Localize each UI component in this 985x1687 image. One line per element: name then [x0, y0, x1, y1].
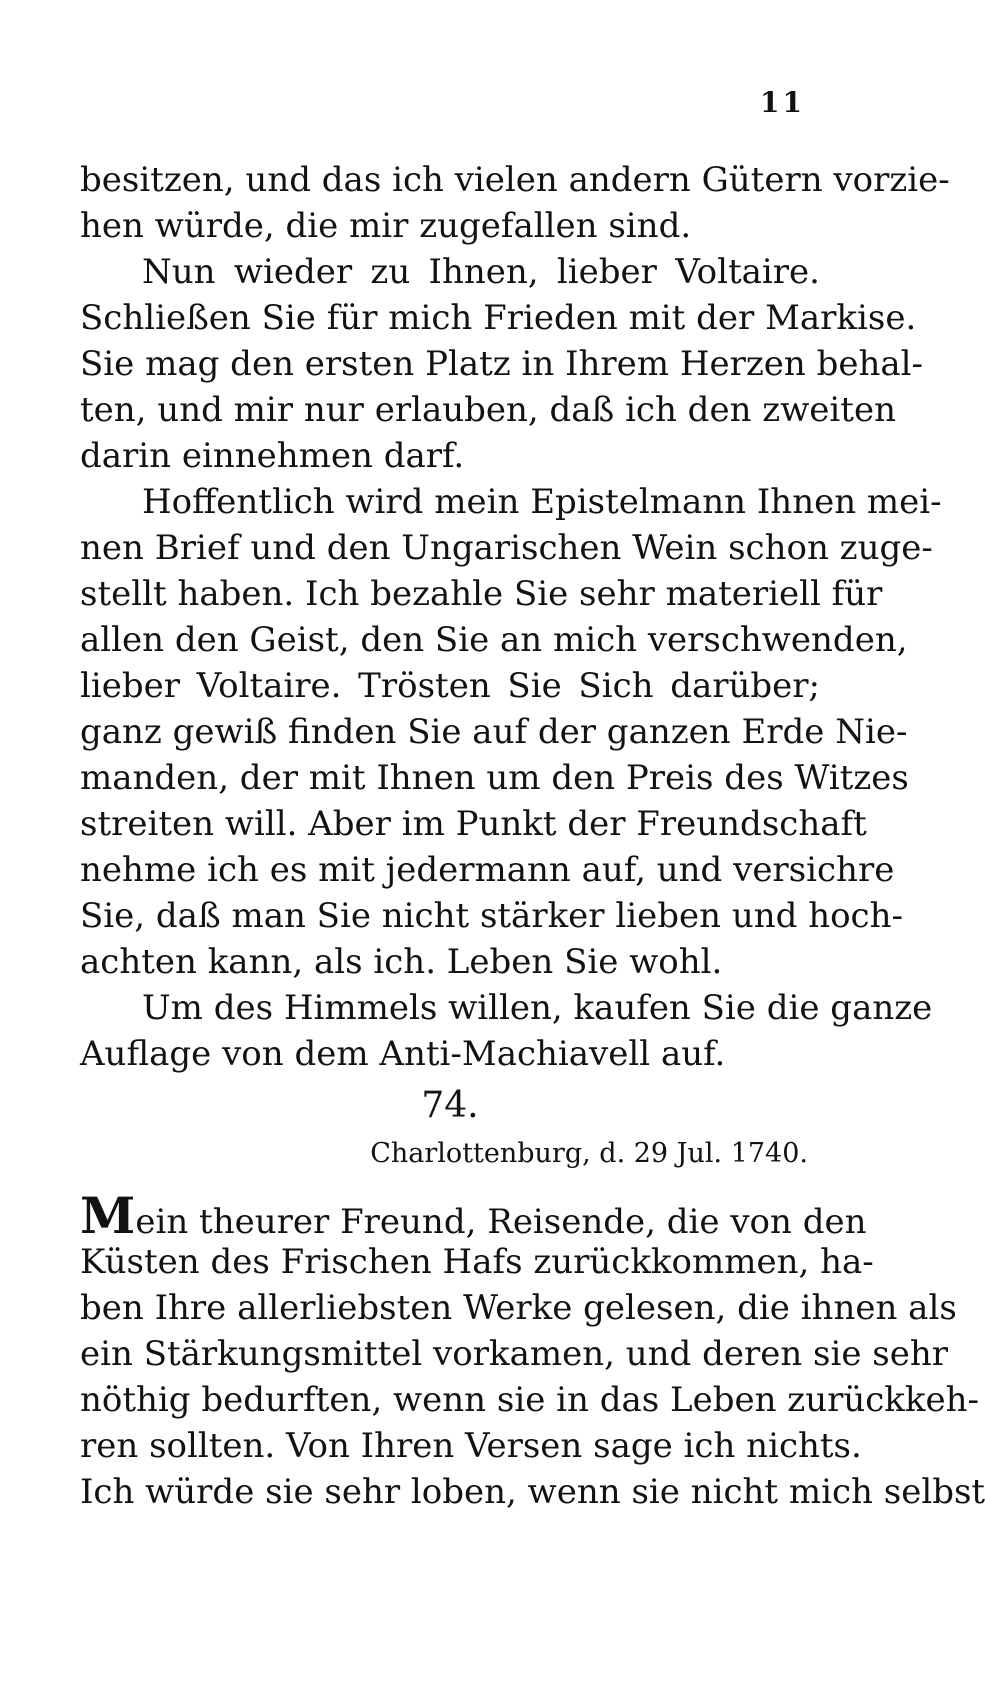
- text-line: nöthig bedurften, wenn sie in das Leben zurückkeh-: [80, 1380, 980, 1420]
- text-line: ben Ihre allerliebsten Werke gelesen, die ihnen als: [80, 1288, 957, 1328]
- text-line: nen Brief und den Ungarischen Wein schon zuge-: [80, 528, 933, 568]
- text-line: Hoffentlich wird mein Epistelmann Ihnen mei-: [142, 482, 942, 522]
- text-line: [80, 1186, 867, 1245]
- letter-number: 74.: [421, 1085, 479, 1126]
- text-line: ganz gewiß finden Sie auf der ganzen Erde Nie-: [80, 712, 908, 752]
- page-number: 11: [760, 86, 805, 119]
- text-line: ten, und mir nur erlauben, daß ich den zweiten: [80, 390, 896, 430]
- text-line: nehme ich es mit jedermann auf, und versichre: [80, 850, 895, 890]
- text-line: Nun wieder zu Ihnen, lieber Voltaire.: [142, 252, 820, 292]
- text-line: ein Stärkungsmittel vorkamen, und deren sie sehr: [80, 1334, 949, 1374]
- text-line: Ich würde sie sehr loben, wenn sie nicht mich selbst: [80, 1472, 985, 1512]
- text-line: Sie, daß man Sie nicht stärker lieben und hoch-: [80, 896, 903, 936]
- text-line: darin einnehmen darf.: [80, 436, 465, 476]
- drop-cap: M: [80, 1186, 136, 1245]
- first-line-text: ein theurer Freund, Reisende, die von den: [135, 1202, 867, 1242]
- text-line: manden, der mit Ihnen um den Preis des Witzes: [80, 758, 909, 798]
- letter-dateline: Charlottenburg, d. 29 Jul. 1740.: [370, 1138, 808, 1169]
- letter-74-text: [80, 1186, 985, 1515]
- text-line: besitzen, und das ich vielen andern Gütern vorzie-: [80, 160, 950, 200]
- text-line: Um des Himmels willen, kaufen Sie die ganze: [142, 988, 933, 1028]
- text-line: hen würde, die mir zugefallen sind.: [80, 206, 692, 246]
- text-line: Küsten des Frischen Hafs zurückkommen, ha-: [80, 1242, 874, 1282]
- text-line: Schließen Sie für mich Frieden mit der Markise.: [80, 298, 917, 338]
- text-line: allen den Geist, den Sie an mich verschwenden,: [80, 620, 908, 660]
- text-line: streiten will. Aber im Punkt der Freundschaft: [80, 804, 867, 844]
- text-line: achten kann, als ich. Leben Sie wohl.: [80, 942, 723, 982]
- text-line: Sie mag den ersten Platz in Ihrem Herzen behal-: [80, 344, 923, 384]
- text-line: ren sollten. Von Ihren Versen sage ich nichts.: [80, 1426, 862, 1466]
- text-line: stellt haben. Ich bezahle Sie sehr materiell für: [80, 574, 883, 614]
- text-line: lieber Voltaire. Trösten Sie Sich darüber;: [80, 666, 820, 706]
- text-line: Auflage von dem Anti-Machiavell auf.: [80, 1034, 726, 1074]
- letter-73-text: [80, 157, 950, 1077]
